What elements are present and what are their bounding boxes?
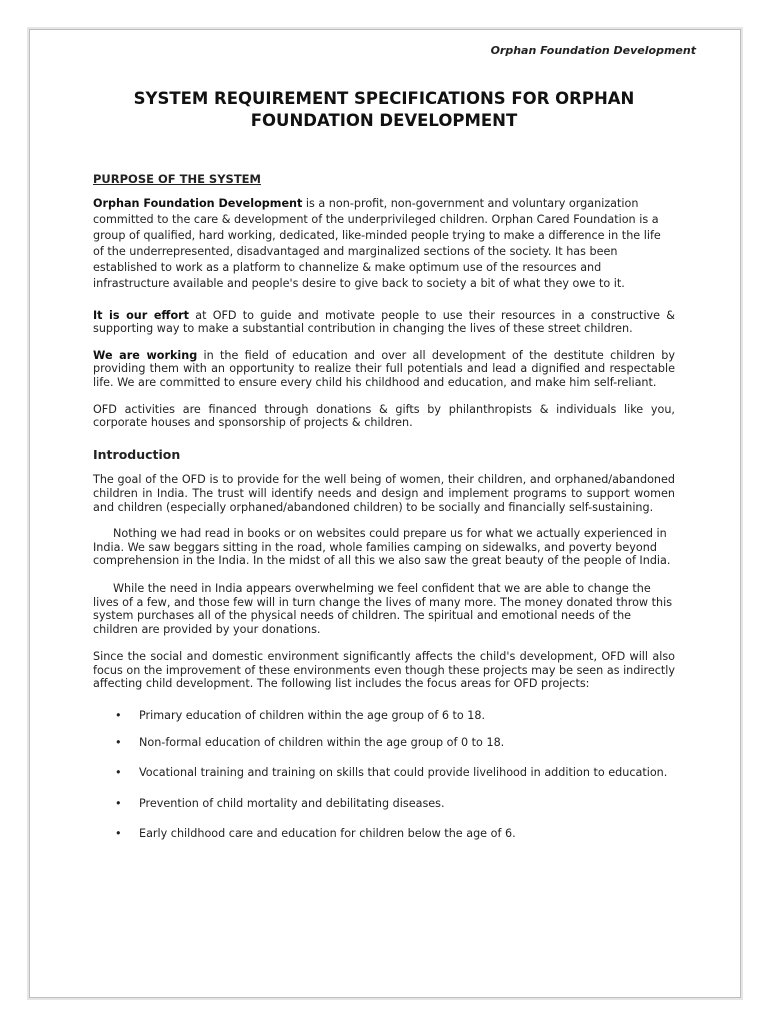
purpose-p1-lead: Orphan Foundation Development <box>93 196 303 210</box>
list-item <box>93 766 675 780</box>
document-title: SYSTEM REQUIREMENT SPECIFICATIONS FOR ORPHAN FOUNDATION DEVELOPMENT <box>133 89 635 130</box>
list-item-text: Early childhood care and education for children below the age of 6. <box>139 827 516 841</box>
purpose-p3-lead: We are working <box>93 348 198 362</box>
intro-paragraph-4: Since the social and domestic environment significantly affects the child's development, OFD will also focus on the improvement of these environments even though these projects may be seen as indirectly affecting child development. The following list includes the focus areas for OFD projects: <box>93 650 675 691</box>
intro-paragraph-2: Nothing we had read in books or on websites could prepare us for what we actually experienced in India. We saw beggars sitting in the road, whole families camping on sidewalks, and poverty beyond comprehension in the India. In the midst of all this we also saw the great beauty of the people of India. <box>93 527 671 568</box>
list-item <box>93 827 675 841</box>
bullet-icon: • <box>115 827 122 841</box>
list-item-text: Non-formal education of children within the age group of 0 to 18. <box>139 735 505 749</box>
intro-paragraph-1: The goal of the OFD is to provide for the well being of women, their children, and orphaned/abandoned children in India. The trust will identify needs and design and implement programs to support women and children (especially orphaned/abandoned children) to be socially and financially self-sustaining. <box>93 473 675 514</box>
purpose-p3-text: in the field of education and over all development of the destitute children by providing them with an opportunity to realize their full potentials and lead a dignified and respectable life. We are committed to ensure every child his childhood and education, and make him self-reliant. <box>93 348 675 389</box>
purpose-p1-text: is a non-profit, non-government and voluntary organization committed to the care & development of the underprivileged children. Orphan Cared Foundation is a group of qualified, hard working, dedicated, like-minded people trying to make a difference in the life of the underrepresented, disadvantaged and marginalized sections of the society. It has been established to work as a platform to channelize & make optimum use of the resources and infrastructure available and people's desire to give back to society a bit of what they owe to it. <box>93 196 661 290</box>
purpose-p2-lead: It is our effort <box>93 308 190 322</box>
introduction-heading: Introduction <box>93 446 181 462</box>
intro-paragraph-3: While the need in India appears overwhelming we feel confident that we are able to change the lives of a few, and those few will in turn change the lives of many more. The money donated throw this system purchases all of the physical needs of children. The spiritual and emotional needs of the children are provided by your donations. <box>93 581 673 636</box>
list-item-text: Vocational training and training on skills that could provide livelihood in addition to education. <box>139 766 668 780</box>
purpose-p2-text: at OFD to guide and motivate people to use their resources in a constructive & supporting way to make a substantial contribution in changing the lives of these street children. <box>93 308 675 336</box>
purpose-paragraph-3 <box>93 349 675 390</box>
document-body <box>93 173 675 854</box>
list-item <box>93 709 675 723</box>
list-item <box>93 797 675 811</box>
list-item-text: Primary education of children within the age group of 6 to 18. <box>139 709 486 723</box>
list-item <box>93 736 675 750</box>
purpose-heading: PURPOSE OF THE SYSTEM <box>93 172 261 186</box>
bullet-icon: • <box>115 735 122 749</box>
list-item-text: Prevention of child mortality and debilitating diseases. <box>139 796 445 810</box>
purpose-paragraph-4: OFD activities are financed through donations & gifts by philanthropists & individuals like you, corporate houses and sponsorship of projects & children. <box>93 402 675 430</box>
bullet-icon: • <box>115 766 122 780</box>
purpose-paragraph-2 <box>93 309 675 336</box>
running-header: Orphan Foundation Development <box>490 44 696 57</box>
bullet-icon: • <box>115 709 122 723</box>
bullet-icon: • <box>115 796 122 810</box>
focus-areas-list <box>93 709 675 841</box>
purpose-paragraph-1 <box>93 196 675 292</box>
